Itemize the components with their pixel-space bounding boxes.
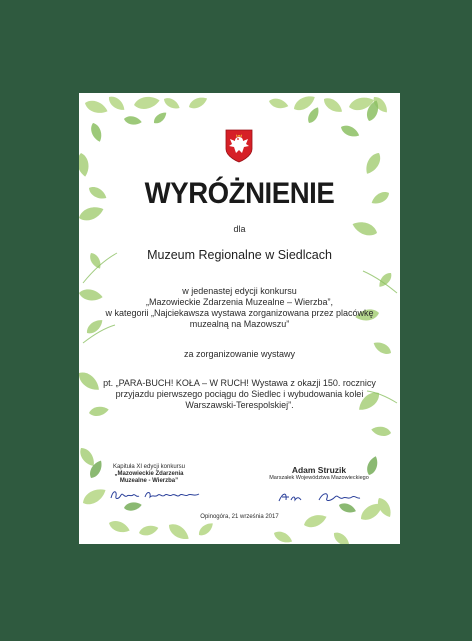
signature-left-image [109, 488, 204, 502]
certificate-sheet [79, 93, 400, 544]
exhibition-line: przyjazdu pierwszego pociągu do Siedlec i wybudowania kolei [115, 389, 364, 399]
recipient-name: Muzeum Regionalne w Siedlcach [147, 248, 332, 262]
award-line: w kategorii „Najciekawsza wystawa zorganizowana przez placówkę [105, 308, 374, 318]
signatory-left-line: „Mazowieckie Zdarzenia [114, 471, 184, 477]
exhibition-line: Warszawski-Terespolskiej”. [185, 400, 294, 410]
place-and-date: Opinogóra, 21 września 2017 [200, 514, 279, 520]
exhibition-title [99, 378, 380, 411]
award-line: muzealną na Mazowszu” [189, 319, 290, 329]
exhibition-line: pt. „PARA-BUCH! KOŁA – W RUCH! Wystawa z okazji 150. rocznicy [103, 378, 376, 388]
signatory-left [99, 464, 199, 485]
award-line: „Mazowieckie Zdarzenia Muzealne – Wierzba”, [145, 297, 334, 307]
reason-intro: za zorganizowanie wystawy [183, 349, 296, 359]
signatory-right [259, 465, 379, 482]
signature-right-image [277, 490, 362, 504]
signatory-right-role: Marszałek Województwa Mazowieckiego [269, 475, 369, 481]
certificate-title: WYRÓŻNIENIE [144, 177, 335, 210]
award-line: w jedenastej edycji konkursu [182, 286, 297, 296]
signatory-left-line: Kapituła XI edycji konkursu [112, 464, 186, 470]
signatory-right-name: Adam Struzik [291, 465, 347, 475]
signatory-left-line: Muzealne - Wierzba” [119, 478, 179, 484]
for-label: dla [233, 224, 246, 234]
award-description [99, 286, 380, 330]
mazovia-coat-of-arms-icon [225, 129, 253, 163]
